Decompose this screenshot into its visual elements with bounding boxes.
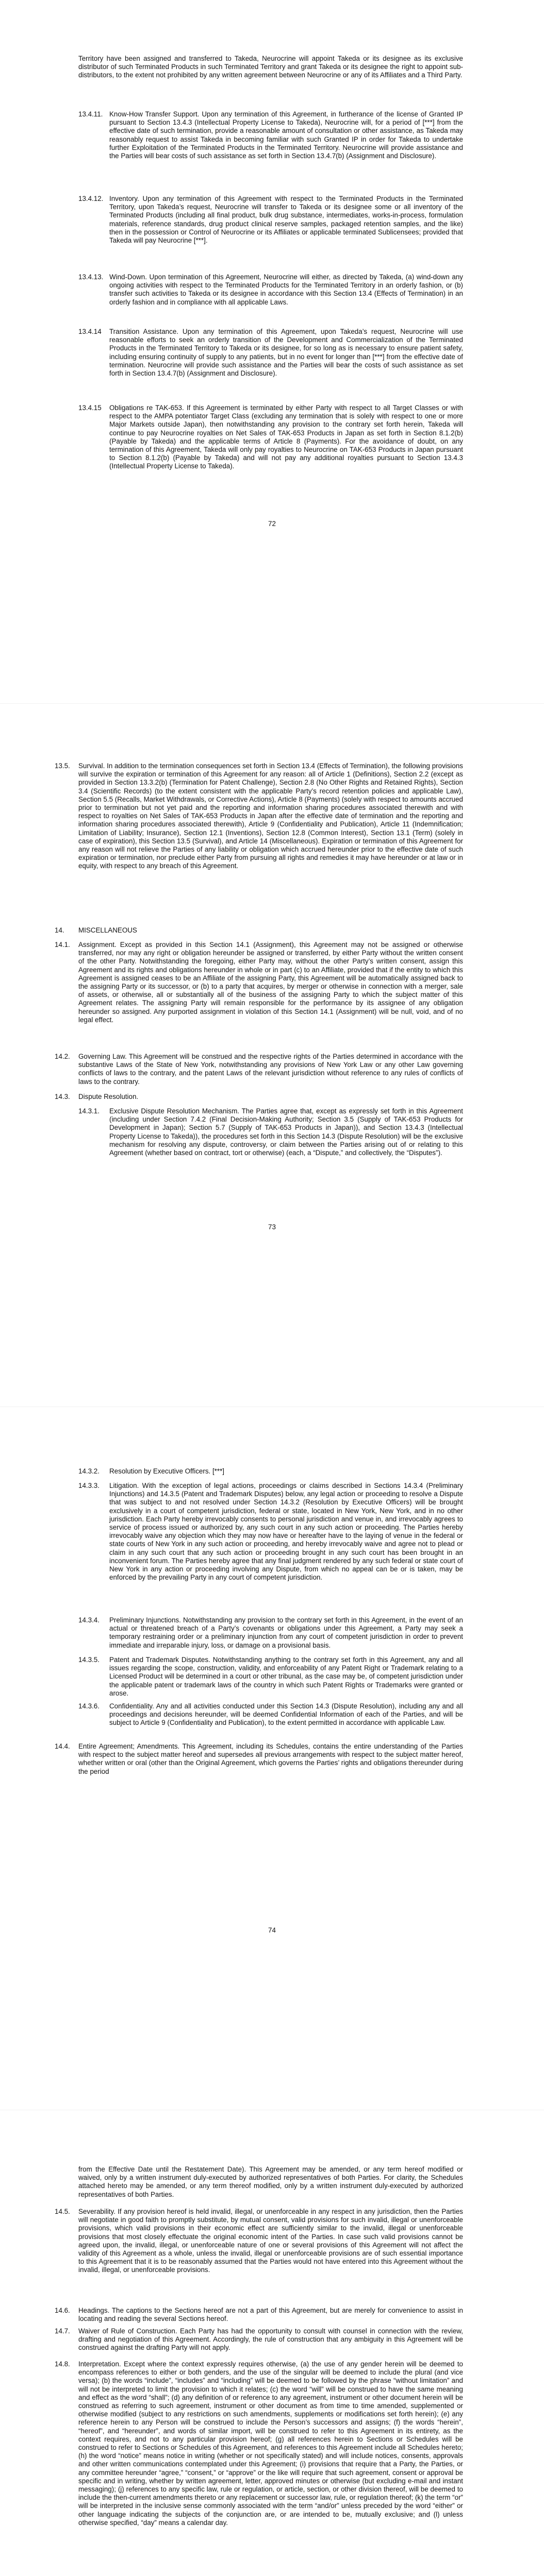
section-number: 14.3.2. [78, 1467, 100, 1475]
page-number: 73 [268, 1223, 276, 1231]
section-number: 14.3.1. [78, 1107, 100, 1115]
page-72 [0, 0, 544, 703]
paragraph: Waiver of Rule of Construction. Each Party has had the opportunity to consult with counsel in connection with the review, drafting and negotiation of this Agreement. Accordingly, the rule of construction that any ambiguity in this Agreement will be construed against the drafting Party will not apply. [78, 2327, 463, 2352]
page-75 [0, 2110, 544, 2576]
section-number: 14.7. [55, 2327, 70, 2335]
section-number: 14.3.4. [78, 1616, 100, 1624]
page-73 [0, 703, 544, 1406]
paragraph: Know-How Transfer Support. Upon any termination of this Agreement, in furtherance of the license of Granted IP pursuant to Section 13.4.3 (Intellectual Property License to Takeda), Neurocrine will, for a period of [***] from the effective date of such termination, provide a reasonable amount of consultation or other assistance, as Takeda may reasonably request to assist Takeda in becoming familiar with such Granted IP in order for Takeda to undertake further Exploitation of the Terminated Products in the Terminated Territory. Neurocrine will provide assistance and the Parties will bear costs of such assistance as set forth in Section 13.4.7(b) (Assignment and Disclosure). [109, 110, 463, 160]
page-74 [0, 1406, 544, 2110]
paragraph: Confidentiality. Any and all activities conducted under this Section 14.3 (Dispute Resolution), including any and all proceedings and decisions hereunder, will be deemed Confidential Information of each of the Parties, and will be subject to Article 9 (Confidentiality and Publication), to the extent permitted in accordance with applicable Law. [109, 1702, 463, 1727]
section-number: 14.3. [55, 1093, 70, 1100]
section-number: 14.6. [55, 2307, 70, 2314]
paragraph: Severability. If any provision hereof is held invalid, illegal, or unenforceable in any respect in any jurisdiction, then the Parties will negotiate in good faith to promptly substitute, by mutual consent, valid provisions for such invalid, illegal or unenforceable provisions, which valid provisions in their economic effect are sufficiently similar to the invalid, illegal or unenforceable provisions that most closely effectuate the original economic intent of the Parties. In case such valid provisions cannot be agreed upon, the invalid, illegal, or unenforceable nature of one or several provisions of this Agreement will not affect the validity of this Agreement as a whole, unless the invalid, illegal or unenforceable provisions are of such essential importance to this Agreement that it is to be reasonably assumed that the Parties would not have entered into this Agreement without the invalid, illegal, or unenforceable provisions. [78, 2208, 463, 2274]
paragraph: Entire Agreement; Amendments. This Agreement, including its Schedules, contains the entire understanding of the Parties with respect to the subject matter hereof and supersedes all previous arrangements with respect to the subject matter hereof, whether written or oral (other than the Original Agreement, which governs the Parties’ rights and obligations thereunder during the period [78, 1742, 463, 1775]
section-number: 13.4.13. [78, 273, 104, 281]
heading: Dispute Resolution. [78, 1093, 139, 1100]
heading: MISCELLANEOUS [78, 926, 137, 934]
paragraph: Governing Law. This Agreement will be construed and the respective rights of the Parties determined in accordance with the substantive Laws of the State of New York, notwithstanding any provisions of New York Law or any other Law governing conflicts of laws to the contrary, and the patent Laws of the relevant jurisdiction without reference to any rules of conflicts of laws to the contrary. [78, 1053, 463, 1086]
paragraph: Preliminary Injunctions. Notwithstanding any provision to the contrary set forth in this Agreement, in the event of an actual or threatened breach of a Party’s covenants or obligations under this Agreement, a Party may seek a temporary restraining order or a preliminary injunction from any court of competent jurisdiction in order to prevent immediate and irreparable injury, loss, or damage on a provisional basis. [109, 1616, 463, 1649]
section-number: 13.4.14 [78, 328, 102, 335]
paragraph: Resolution by Executive Officers. [***] [109, 1467, 225, 1475]
section-number: 13.4.12. [78, 195, 104, 202]
paragraph: Territory have been assigned and transferred to Takeda, Neurocrine will appoint Takeda or its designee as its exclusive distributor of such Terminated Products in such Terminated Territory and grant Takeda or its designee the right to appoint sub-distributors, to the extent not prohibited by any written agreement between Neurocrine or any of its Affiliates and a Third Party. [78, 55, 463, 79]
paragraph: Obligations re TAK-653. If this Agreement is terminated by either Party with respect to all Target Classes or with respect to the AMPA potentiator Target Class (excluding any termination that is solely with respect to one or more Major Markets outside Japan), then notwithstanding any provision to the contrary set forth herein, Takeda will continue to pay Neurocrine royalties on Net Sales of TAK-653 Products in Japan as set forth in Section 8.1.2(b) (Payable by Takeda) and the applicable terms of Article 8 (Payments). For the avoidance of doubt, on any termination of this Agreement, Takeda will only pay royalties to Neurocrine on TAK-653 Products in Japan pursuant to Section 8.1.2(b) (Payable by Takeda) and will not pay any additional royalties pursuant to Section 13.4.3 (Intellectual Property License to Takeda). [109, 404, 463, 470]
paragraph: Patent and Trademark Disputes. Notwithstanding anything to the contrary set forth in this Agreement, any and all issues regarding the scope, construction, validity, and enforceability of any Patent Right or Trademark relating to a Licensed Product will be determined in a court or other tribunal, as the case may be, of competent jurisdiction under the applicable patent or trademark laws of the country in which such Patent Rights or Trademarks were granted or arose. [109, 1656, 463, 1697]
section-number: 14.3.3. [78, 1482, 100, 1489]
paragraph: Assignment. Except as provided in this Section 14.1 (Assignment), this Agreement may not be assigned or otherwise transferred, nor may any right or obligation hereunder be assigned or transferred, by either Party without the written consent of the other Party. Notwithstanding the foregoing, either Party may, without the other Party’s written consent, assign this Agreement and its rights and obligations hereunder in whole or in part (c) to an Affiliate, provided that if the entity to which this Agreement is assigned ceases to be an Affiliate of the assigning Party, this Agreement will be automatically assigned back to the assigning Party or its successor, or (b) to a party that acquires, by merger or otherwise in connection with a merger, sale of assets, or otherwise, all or substantially all of the business of the assigning Party to which the subject matter of this Agreement relates. The assigning Party will remain responsible for the performance by its assignee of any obligation hereunder so assigned. Any purported assignment in violation of this Section 14.1 (Assignment) will be null, void, and of no legal effect. [78, 941, 463, 1024]
page-number: 72 [268, 520, 276, 528]
paragraph: Wind-Down. Upon termination of this Agreement, Neurocrine will either, as directed by Takeda, (a) wind-down any ongoing activities with respect to the Terminated Products for the Terminated Territory in an orderly fashion, or (b) transfer such activities to Takeda or its designee in accordance with this Section 13.4 (Effects of Termination) in an orderly fashion and in compliance with all applicable Laws. [109, 273, 463, 306]
section-number: 14.3.5. [78, 1656, 100, 1664]
section-number: 14.2. [55, 1053, 70, 1060]
paragraph: Inventory. Upon any termination of this Agreement with respect to the Terminated Products in the Terminated Territory, upon Takeda’s request, Neurocrine will transfer to Takeda or its designee some or all inventory of the Terminated Products (including all final product, bulk drug substance, intermediates, works-in-process, formulation materials, reference standards, drug product clinical reserve samples, packaged retention samples, and the like) then in the possession or Control of Neurocrine or its Affiliates or applicable terminated Sublicensees; provided that Takeda will pay Neurocrine [***]. [109, 195, 463, 245]
section-number: 14.5. [55, 2208, 70, 2215]
paragraph: Survival. In addition to the termination consequences set forth in Section 13.4 (Effects of Termination), the following provisions will survive the expiration or termination of this Agreement for any reason: all of Article 1 (Definitions), Section 2.2 (except as provided in Section 13.3.2(b) (Termination for Patent Challenge), Section 2.8 (No Other Rights and Retained Rights), Section 3.4 (Scientific Records) (to the extent consistent with the applicable Party’s record retention policies and applicable Law), Section 5.5 (Recalls, Market Withdrawals, or Corrective Actions), Article 8 (Payments) (solely with respect to amounts accrued prior to termination but not yet paid and the reporting and information sharing procedures associated therewith and with respect to royalties on Net Sales of TAK-653 Products in Japan after the effective date of termination and the reporting and information sharing procedures associated therewith), Article 9 (Confidentiality and Publication), Article 11 (Indemnification; Limitation of Liability; Insurance), Section 12.1 (Inventions), Section 12.8 (Common Interest), Section 13.1 (Term) (solely in case of expiration), this Section 13.5 (Survival), and Article 14 (Miscellaneous). Expiration or termination of this Agreement for any reason will not relieve the Parties of any liability or obligation which accrued hereunder prior to the effective date of such expiration or termination, nor preclude either Party from pursuing all rights and remedies it may have hereunder or at law or in equity, with respect to any breach of this Agreement. [78, 762, 463, 870]
paragraph: Headings. The captions to the Sections hereof are not a part of this Agreement, but are merely for convenience to assist in locating and reading the several Sections hereof. [78, 2307, 463, 2323]
section-number: 13.4.11. [78, 110, 103, 118]
paragraph: Litigation. With the exception of legal actions, proceedings or claims described in Sections 14.3.4 (Preliminary Injunctions) and 14.3.5 (Patent and Trademark Disputes) below, any legal action or proceeding to resolve a Dispute that was subject to and not resolved under Section 14.3.2 (Resolution by Executive Officers) will be brought exclusively in a court of competent jurisdiction, federal or state, located in New York, New York, and in no other jurisdiction. Each Party hereby irrevocably consents to personal jurisdiction and venue in, and irrevocably agrees to service of process issued or authorized by, any such court in any such action or proceeding. The Parties hereby irrevocably waive any objection which they may now have or hereafter have to the laying of venue in the federal or state courts of New York in any such action or proceeding, and hereby irrevocably waive and agree not to plead or claim in any such court that any such action or proceeding brought in any such court has been brought in an inconvenient forum. The Parties hereby agree that any final judgment rendered by any such federal or state court of New York in any action or proceeding involving any Dispute, from which no appeal can be or is taken, may be enforced by the prevailing Party in any court of competent jurisdiction. [109, 1482, 463, 1582]
section-number: 14.3.6. [78, 1702, 100, 1710]
section-number: 13.4.15 [78, 404, 102, 412]
section-number: 13.5. [55, 762, 70, 770]
section-number: 14.1. [55, 941, 70, 948]
paragraph: Interpretation. Except where the context expressly requires otherwise, (a) the use of any gender herein will be deemed to encompass references to either or both genders, and the use of the singular will be deemed to include the plural (and vice versa); (b) the words “include”, “includes” and “including” will be deemed to be followed by the phrase “without limitation” and will not be interpreted to limit the provision to which it relates; (c) the word “will” will be construed to have the same meaning and effect as the word “shall”; (d) any definition of or reference to any agreement, instrument or other document herein will be construed as referring to such agreement, instrument or other document as from time to time amended, supplemented or otherwise modified (subject to any restrictions on such amendments, supplements or modifications set forth herein); (e) any reference herein to any Person will be construed to include the Person’s successors and assigns; (f) the words “herein”, “hereof”, and “hereunder”, and words of similar import, will be construed to refer to this Agreement in its entirety, as the context requires, and not to any particular provision hereof; (g) all references herein to Sections or Schedules will be construed to refer to Sections or Schedules of this Agreement, and references to this Agreement include all Schedules hereto; (h) the word “notice” means notice in writing (whether or not specifically stated) and will include notices, consents, approvals and other written communications contemplated under this Agreement; (i) provisions that require that a Party, the Parties, or any committee hereunder “agree,” “consent,” or “approve” or the like will require that such agreement, consent or approval be specific and in writing, whether by written agreement, letter, approved minutes or otherwise (but excluding e-mail and instant messaging); (j) references to any specific law, rule or regulation, or article, section, or other division thereof, will be deemed to include the then-current amendments thereto or any replacement or successor law, rule, or regulation thereof; (k) the term “or” will be interpreted in the inclusive sense commonly associated with the term “and/or” unless preceded by the word “either” or other language indicating the subjects of the conjunction are, or are intended to be, mutually exclusive; and (l) unless otherwise specified, “day” means a calendar day. [78, 2360, 463, 2527]
section-number: 14.4. [55, 1742, 70, 1750]
paragraph: Transition Assistance. Upon any termination of this Agreement, upon Takeda’s request, Neurocrine will use reasonable efforts to seek an orderly transition of the Development and Commercialization of the Terminated Products in the Terminated Territory to Takeda or its designee, for so long as is necessary to ensure patient safety, including ensuring continuity of supply to any patients, but in no event for longer than [***] from the effective date of termination. Neurocrine will provide such assistance and the Parties will bear the costs of such assistance as set forth in Section 13.4.7(b) (Assignment and Disclosure). [109, 328, 463, 378]
section-number: 14.8. [55, 2360, 70, 2368]
page-number: 74 [268, 1926, 276, 1934]
paragraph: Exclusive Dispute Resolution Mechanism. The Parties agree that, except as expressly set forth in this Agreement (including under Section 7.4.2 (Final Decision-Making Authority; Section 3.5 (Supply of TAK-653 Products for Development in Japan); Section 5.7 (Supply of TAK-653 Products in Japan)), and Section 13.4.3 (Intellectual Property License to Takeda)), the procedures set forth in this Section 14.3 (Dispute Resolution) will be the exclusive mechanism for resolving any dispute, controversy, or claim between the Parties arising out of or relating to this Agreement (whether based on contract, tort or otherwise) (each, a “Dispute,” and collectively, the “Disputes”). [109, 1107, 463, 1157]
paragraph: from the Effective Date until the Restatement Date). This Agreement may be amended, or any term hereof modified or waived, only by a written instrument duly-executed by authorized representatives of both Parties. For clarity, the Schedules attached hereto may be amended, or any term thereof modified, only by a written instrument duly-executed by authorized representatives of both Parties. [78, 2165, 463, 2198]
section-number: 14. [55, 926, 64, 934]
